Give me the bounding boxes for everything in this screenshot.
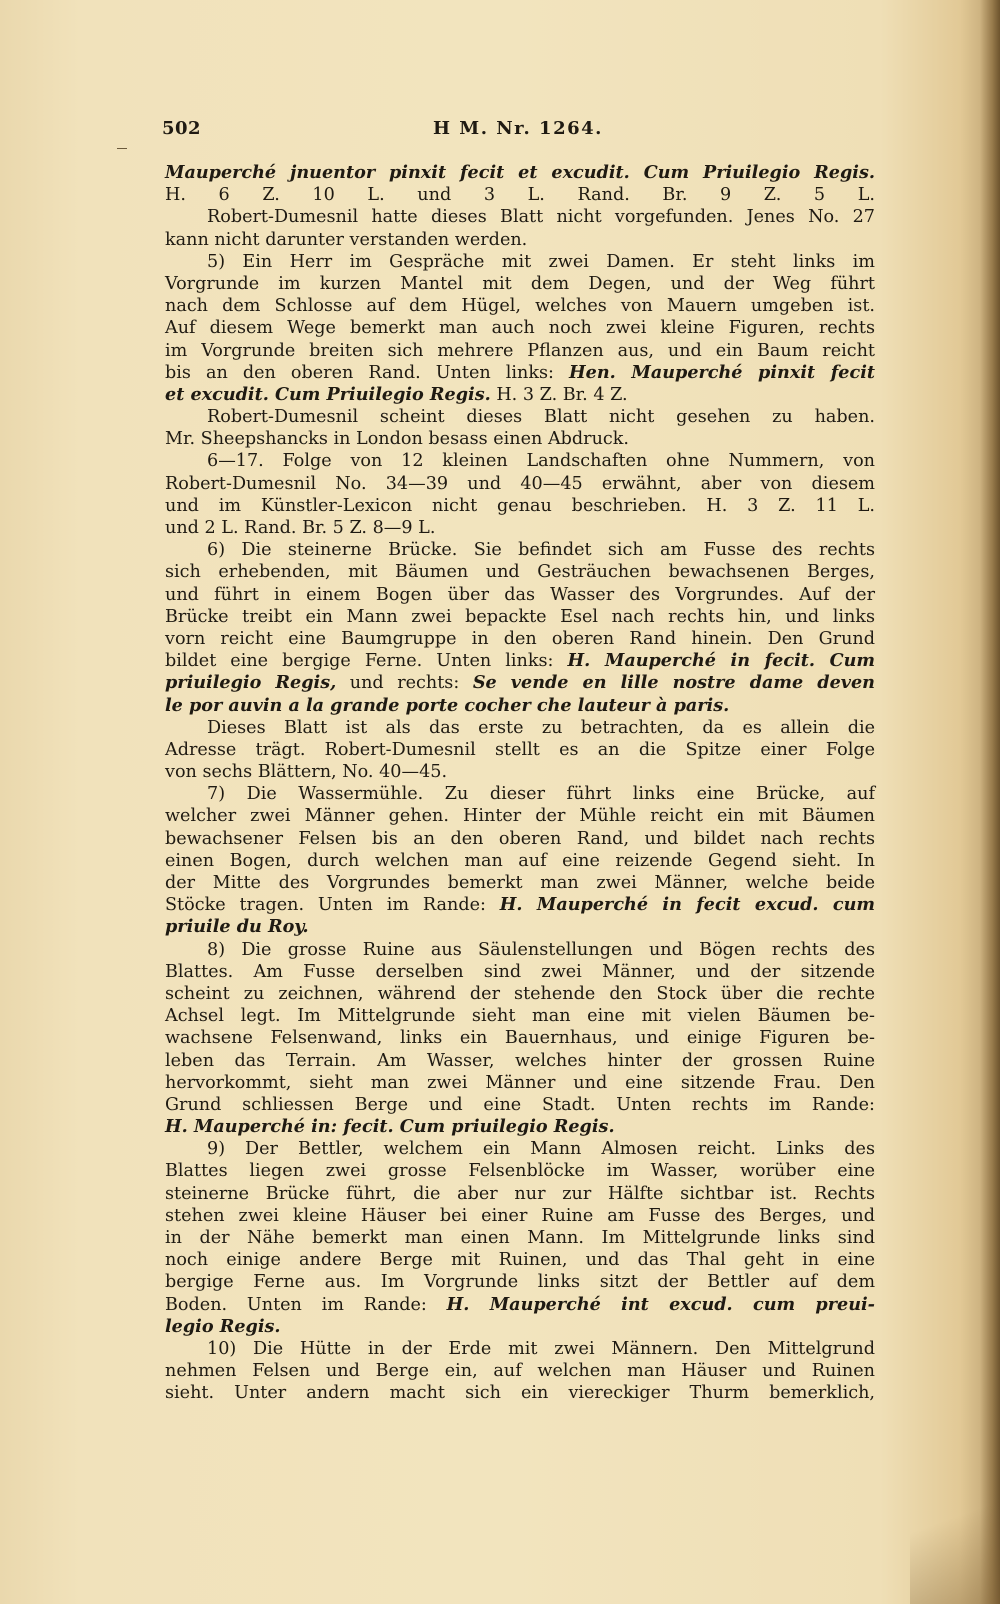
text-run: Boden. Unten im Rande: <box>165 1294 447 1315</box>
text-run: kann nicht darunter verstanden werden. <box>165 229 528 250</box>
italic-citation: le por auvin a la grande porte cocher che lauteur à paris. <box>165 694 730 716</box>
text-run: Grund schliessen Berge und eine Stadt. Unten rechts im Rande: <box>165 1094 875 1115</box>
text-line <box>165 1294 875 1316</box>
text-run: bewachsener Felsen bis an den oberen Rand, und bildet nach rechts <box>165 828 875 849</box>
text-line <box>165 961 875 983</box>
text-run: H. 3 Z. Br. 4 Z. <box>490 384 628 405</box>
text-run: H. 6 Z. 10 L. und 3 L. Rand. Br. 9 Z. 5 L. <box>165 185 875 206</box>
text-line <box>165 162 875 184</box>
text-run: 8) Die grosse Ruine aus Säulenstellungen und Bögen rechts des <box>207 939 875 960</box>
text-run: 10) Die Hütte in der Erde mit zwei Männern. Den Mittelgrund <box>207 1338 875 1359</box>
text-run: vorn reicht eine Baumgruppe in den oberen Rand hinein. Den Grund <box>165 628 875 649</box>
running-head-title: H M. Nr. 1264. <box>433 118 603 139</box>
text-line <box>165 184 875 206</box>
text-line <box>165 1138 875 1160</box>
book-page <box>162 112 876 1405</box>
page-number: 502 <box>162 118 202 139</box>
text-run: welcher zwei Männer gehen. Hinter der Mühle reicht ein mit Bäumen <box>165 806 875 827</box>
text-line <box>165 539 875 561</box>
text-run: Auf diesem Wege bemerkt man auch noch zwei kleine Figuren, rechts <box>165 318 875 339</box>
text-line <box>165 1183 875 1205</box>
text-line <box>165 340 875 362</box>
text-line <box>165 850 875 872</box>
text-line <box>165 1271 875 1293</box>
text-line <box>165 273 875 295</box>
text-line <box>165 1160 875 1182</box>
italic-citation: Se vende en lille nostre dame deven <box>472 672 875 694</box>
text-run: Robert-Dumesnil No. 34—39 und 40—45 erwähnt, aber von diesem <box>165 473 875 494</box>
text-line <box>165 495 875 517</box>
text-run: Blattes liegen zwei grosse Felsenblöcke im Wasser, worüber eine <box>165 1161 875 1182</box>
text-line <box>165 450 875 472</box>
text-run: stehen zwei kleine Häuser bei einer Ruine am Fusse des Berges, und <box>165 1205 875 1226</box>
text-line <box>165 983 875 1005</box>
scan-corner-shadow <box>910 1464 1000 1604</box>
text-run: Robert-Dumesnil hatte dieses Blatt nicht vorgefunden. Jenes No. 27 <box>207 207 875 228</box>
text-line <box>165 1338 875 1360</box>
text-line <box>165 384 875 406</box>
text-line <box>165 1382 875 1404</box>
text-run: nach dem Schlosse auf dem Hügel, welches von Mauern umgeben ist. <box>165 296 875 317</box>
text-run: bildet eine bergige Ferne. Unten links: <box>165 651 568 672</box>
text-line <box>165 584 875 606</box>
text-run: hervorkommt, sieht man zwei Männer und eine sitzende Frau. Den <box>165 1072 875 1093</box>
text-line <box>165 717 875 739</box>
scan-edge-shadow <box>980 0 1000 1604</box>
text-run: leben das Terrain. Am Wasser, welches hinter der grossen Ruine <box>165 1050 875 1071</box>
italic-citation: Mauperché jnuentor pinxit fecit et excudit. Cum Priuilegio Regis. <box>165 162 875 183</box>
text-line <box>165 739 875 761</box>
italic-citation: H. Mauperché in: fecit. Cum priuilegio Regis. <box>165 1116 615 1138</box>
text-line <box>165 473 875 495</box>
text-line <box>165 672 875 694</box>
text-run: in der Nähe bemerkt man einen Mann. Im Mittelgrunde links sind <box>165 1228 875 1248</box>
text-line <box>165 406 875 428</box>
text-line <box>165 1050 875 1072</box>
text-run: 6) Die steinerne Brücke. Sie befindet sich am Fusse des rechts <box>207 540 875 561</box>
italic-citation: H. Mauperché int excud. cum preui- <box>446 1293 875 1315</box>
italic-citation: H. Mauperché in fecit. Cum <box>567 650 875 672</box>
text-run: von sechs Blättern, No. 40—45. <box>165 762 448 783</box>
text-line <box>165 1316 875 1338</box>
text-run: und im Künstler-Lexicon nicht genau beschrieben. H. 3 Z. 11 L. <box>165 495 875 516</box>
text-line <box>165 805 875 827</box>
text-line <box>165 317 875 339</box>
running-head <box>162 112 875 142</box>
italic-citation: Hen. Mauperché pinxit fecit <box>569 361 876 383</box>
text-run: Robert-Dumesnil scheint dieses Blatt nicht gesehen zu haben. <box>207 407 875 428</box>
text-run: Adresse trägt. Robert-Dumesnil stellt es an die Spitze einer Folge <box>165 739 875 760</box>
text-line <box>165 1116 875 1138</box>
text-line <box>165 828 875 850</box>
text-run: Mr. Sheepshancks in London besass einen Abdruck. <box>165 429 630 450</box>
text-line <box>165 761 875 783</box>
text-line <box>165 872 875 894</box>
text-run: 9) Der Bettler, welchem ein Mann Almosen reicht. Links des <box>207 1139 875 1160</box>
text-run: Blattes. Am Fusse derselben sind zwei Männer, und der sitzende <box>165 961 875 982</box>
text-line <box>165 650 875 672</box>
text-line <box>165 894 875 916</box>
text-run: wachsene Felsenwand, links ein Bauernhaus, und einige Figuren be- <box>165 1028 875 1049</box>
text-run: bis an den oberen Rand. Unten links: <box>165 362 570 383</box>
text-run: steinerne Brücke führt, die aber nur zur Hälfte sichtbar ist. Rechts <box>165 1183 875 1204</box>
text-line <box>165 1027 875 1049</box>
text-run: 5) Ein Herr im Gespräche mit zwei Damen. Er steht links im <box>207 251 875 272</box>
text-line <box>165 695 875 717</box>
text-line <box>165 1072 875 1094</box>
text-run: noch einige andere Berge mit Ruinen, und das Thal geht in eine <box>165 1250 875 1271</box>
text-run: und 2 L. Rand. Br. 5 Z. 8—9 L. <box>165 518 436 538</box>
margin-dash <box>117 148 127 149</box>
text-line <box>165 1005 875 1027</box>
text-run: Achsel legt. Im Mittelgrunde sieht man eine mit vielen Bäumen be- <box>165 1006 875 1027</box>
text-line <box>165 783 875 805</box>
italic-citation: priuilegio Regis, <box>165 672 337 694</box>
text-line <box>165 1249 875 1271</box>
text-line <box>165 561 875 583</box>
text-line <box>165 1205 875 1227</box>
text-run: nehmen Felsen und Berge ein, auf welchen man Häuser und Ruinen <box>165 1361 875 1382</box>
text-run: 7) Die Wassermühle. Zu dieser führt links eine Brücke, auf <box>207 784 875 805</box>
text-line <box>165 517 875 539</box>
text-line <box>165 1094 875 1116</box>
text-run: und führt in einem Bogen über das Wasser des Vorgrundes. Auf der <box>165 584 875 605</box>
italic-citation: priuile du Roy. <box>165 916 309 938</box>
text-run: im Vorgrunde breiten sich mehrere Pflanzen aus, und ein Baum reicht <box>165 340 875 361</box>
text-line <box>165 1360 875 1382</box>
text-line <box>165 206 875 228</box>
text-line <box>165 628 875 650</box>
text-line <box>165 251 875 273</box>
text-line <box>165 1227 875 1249</box>
text-run: bergige Ferne aus. Im Vorgrunde links sitzt der Bettler auf dem <box>165 1272 875 1293</box>
italic-citation: H. Mauperché in fecit excud. cum <box>499 894 875 916</box>
italic-citation: et excudit. Cum Priuilegio Regis. <box>165 383 491 405</box>
text-run: sich erhebenden, mit Bäumen und Gesträuchen bewachsenen Berges, <box>165 562 875 583</box>
text-line <box>165 362 875 384</box>
text-run: 6—17. Folge von 12 kleinen Landschaften ohne Nummern, von <box>207 451 875 472</box>
text-line <box>165 916 875 938</box>
text-line <box>165 428 875 450</box>
italic-citation: legio Regis. <box>165 1315 281 1337</box>
text-run: und rechts: <box>336 673 473 694</box>
text-run: scheint zu zeichnen, während der stehende den Stock über die rechte <box>165 983 875 1004</box>
text-run: Brücke treibt ein Mann zwei bepackte Esel nach rechts hin, und links <box>165 606 875 627</box>
text-run: Stöcke tragen. Unten im Rande: <box>165 895 500 916</box>
text-run: Vorgrunde im kurzen Mantel mit dem Degen, und der Weg führt <box>165 273 875 294</box>
text-line <box>165 295 875 317</box>
text-line <box>165 606 875 628</box>
text-run: einen Bogen, durch welchen man auf eine reizende Gegend sieht. In <box>165 850 875 871</box>
text-run: sieht. Unter andern macht sich ein viereckiger Thurm bemerklich, <box>165 1383 875 1404</box>
text-line <box>165 229 875 251</box>
text-run: der Mitte des Vorgrundes bemerkt man zwei Männer, welche beide <box>165 873 875 893</box>
text-line <box>165 939 875 961</box>
body-text <box>165 162 875 1405</box>
text-run: Dieses Blatt ist als das erste zu betrachten, da es allein die <box>207 717 875 738</box>
